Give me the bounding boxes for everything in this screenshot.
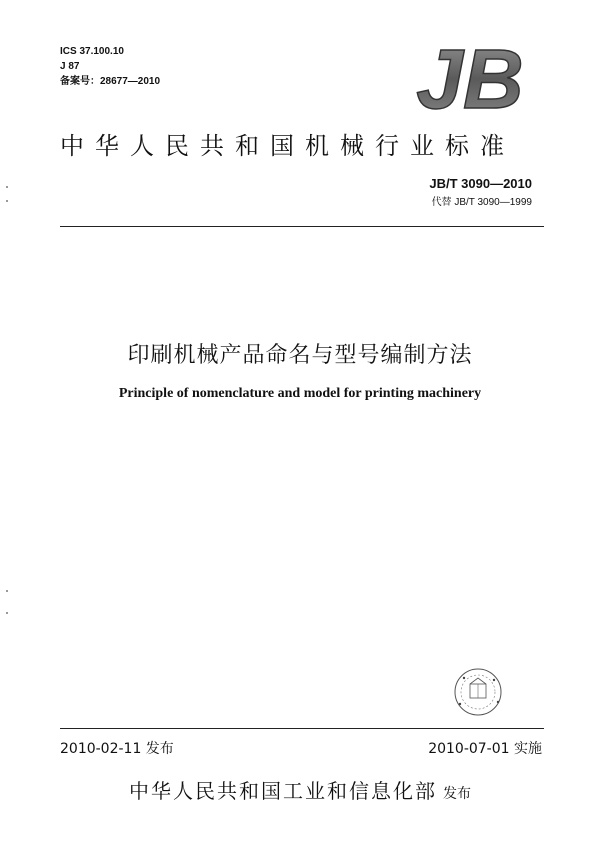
footer-divider: [60, 728, 544, 729]
replaces-standard: 代替 JB/T 3090—1999: [431, 197, 532, 208]
document-title-english: Principle of nomenclature and model for printing machinery: [118, 386, 482, 401]
ics-code: ICS 37.100.10: [60, 46, 124, 57]
standard-number: JB/T 3090—2010: [429, 176, 532, 191]
jb-logo: [408, 38, 532, 118]
scan-speck: [6, 186, 8, 188]
issuing-authority: 中华人民共和国工业和信息化部: [129, 779, 437, 803]
document-title-chinese: 印刷机械产品命名与型号编制方法: [127, 343, 473, 368]
scan-speck: [6, 200, 8, 202]
issuer-line: [0, 775, 600, 804]
scan-speck: [6, 612, 8, 614]
implementation-date: 2010-07-01 实施: [428, 741, 542, 757]
header-divider: [60, 226, 544, 227]
svg-text:JB: JB: [416, 38, 524, 118]
classification-code: J 87: [60, 61, 80, 72]
issuer-suffix: 发布: [443, 786, 471, 802]
publisher-seal-icon: [440, 664, 518, 720]
issue-date: 2010-02-11 发布: [60, 741, 174, 757]
scan-speck: [6, 590, 8, 592]
standard-class-title: 中华人民共和国机械行业标准: [60, 132, 515, 160]
record-number: 备案号：28677—2010: [60, 76, 161, 87]
